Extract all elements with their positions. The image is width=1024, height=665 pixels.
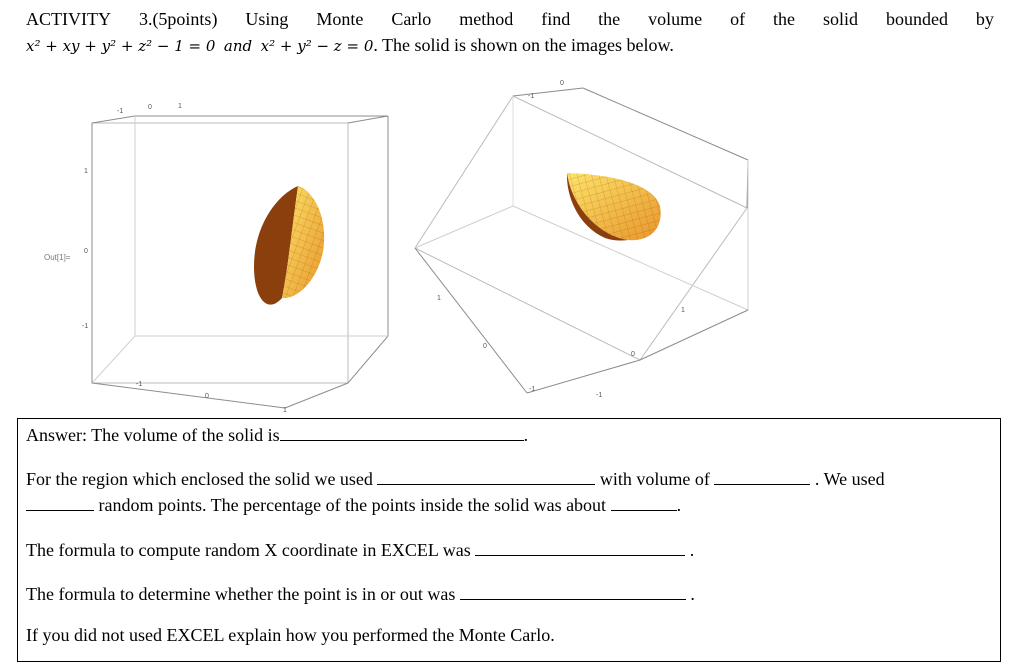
region-volume-label: with volume of	[599, 469, 710, 489]
formula-inout-label: The formula to determine whether the point is in or out was	[26, 584, 456, 604]
tick-label: 0	[205, 393, 209, 400]
prompt-word: volume	[648, 9, 703, 29]
right-plot-box	[415, 88, 748, 393]
prompt-word: find	[541, 9, 571, 29]
percentage-blank[interactable]	[611, 493, 677, 511]
answer-line-formula-x	[26, 538, 694, 561]
we-used-label: . We used	[814, 469, 885, 489]
points-label: random points. The percentage of the points inside the solid was about	[98, 495, 607, 515]
tick-label: 1	[84, 168, 88, 175]
plots-svg	[0, 78, 1024, 418]
points-count-blank[interactable]	[26, 493, 94, 511]
prompt-word: ACTIVITY	[26, 9, 111, 29]
prompt-line-2	[26, 32, 994, 59]
equation-paraboloid: x² + y² − z = 0	[260, 37, 374, 55]
prompt-word: of	[730, 9, 746, 29]
formula-x-label: The formula to compute random X coordinate in EXCEL was	[26, 540, 471, 560]
answer-line-region	[26, 467, 885, 490]
answer-line-formula-inout	[26, 582, 695, 605]
prompt-word: Carlo	[391, 9, 432, 29]
formula-inout-blank[interactable]	[460, 582, 686, 600]
right-solid-surface	[567, 173, 661, 241]
tick-label: -1	[596, 392, 603, 399]
tick-label: -1	[82, 323, 89, 330]
tick-label: 0	[560, 80, 564, 87]
tick-label: 0	[148, 104, 152, 111]
formula-x-blank[interactable]	[475, 538, 685, 556]
tick-label: 1	[283, 407, 287, 414]
region-blank[interactable]	[377, 467, 595, 485]
prompt-word: solid	[822, 9, 858, 29]
right-plot-ticks	[437, 80, 685, 399]
tick-label: -1	[529, 386, 536, 393]
tick-label: -1	[136, 381, 143, 388]
tick-label: 1	[178, 103, 182, 110]
tick-label: 0	[483, 343, 487, 350]
answer-box	[17, 418, 1001, 662]
region-label: For the region which enclosed the solid we used	[26, 469, 373, 489]
prompt-word: bounded	[885, 9, 948, 29]
answer-line-points	[26, 493, 681, 516]
explain-label: If you did not used EXCEL explain how you performed the Monte Carlo.	[26, 625, 555, 645]
prompt-line-2-rest: . The solid is shown on the images below.	[373, 35, 674, 55]
answer-volume-label: Answer: The volume of the solid is	[26, 425, 280, 445]
prompt-word: method	[459, 9, 514, 29]
prompt-word: Using	[245, 9, 289, 29]
prompt-word: the	[598, 9, 621, 29]
period: .	[689, 540, 695, 560]
tick-label: -1	[117, 108, 124, 115]
answer-line-volume	[26, 423, 528, 446]
activity-prompt	[26, 6, 994, 59]
figure-area	[0, 78, 1024, 418]
period: .	[676, 495, 682, 515]
volume-blank[interactable]	[280, 423, 524, 441]
prompt-word: 3.(5points)	[138, 9, 218, 29]
answer-line-explain	[26, 625, 555, 646]
tick-label: 1	[681, 307, 685, 314]
equation-sphere: x² + xy + y² + z² − 1 = 0	[26, 37, 216, 55]
equation-and: and	[223, 37, 253, 55]
prompt-line-1	[26, 6, 994, 32]
tick-label: 0	[84, 248, 88, 255]
prompt-word: by	[975, 9, 994, 29]
tick-label: 0	[631, 351, 635, 358]
left-plot-box	[92, 116, 388, 408]
prompt-word: the	[773, 9, 796, 29]
output-label: Out[1]=	[44, 253, 71, 262]
tick-label: 1	[437, 295, 441, 302]
period: .	[523, 425, 529, 445]
left-solid-surface	[254, 186, 324, 305]
tick-label: -1	[528, 93, 535, 100]
prompt-word: Monte	[316, 9, 364, 29]
region-volume-blank[interactable]	[714, 467, 810, 485]
period: .	[690, 584, 695, 604]
